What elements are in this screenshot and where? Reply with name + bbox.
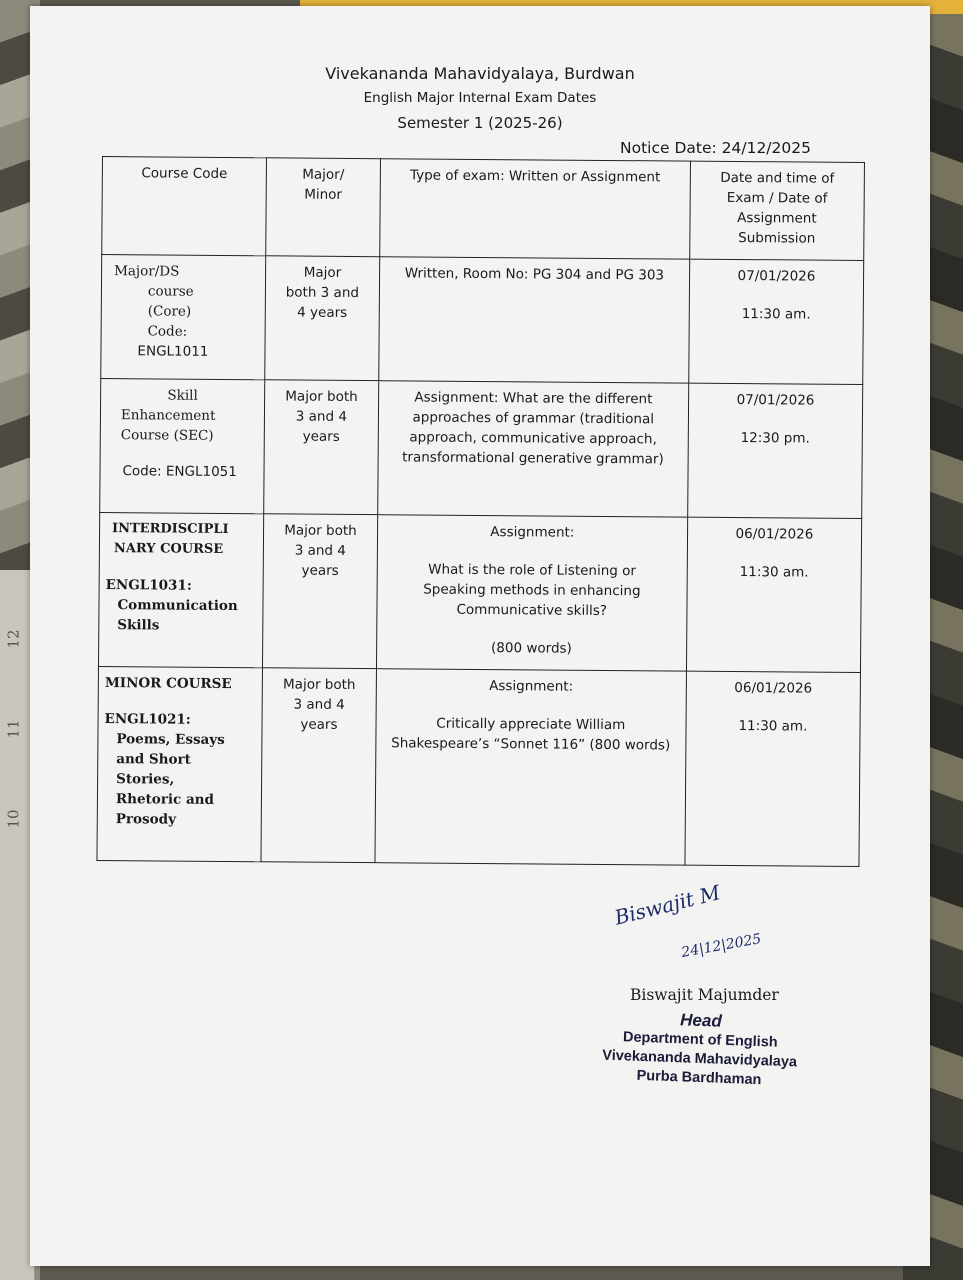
notice-date: Notice Date: 24/12/2025	[620, 139, 811, 157]
ruler-mark: 12	[4, 629, 23, 649]
major-minor-cell: Major both 3 and 4 years	[265, 256, 380, 381]
exam-type-cell: Assignment: What is the role of Listening or Speaking methods in enhancing Communicative skills? (800 words)	[376, 515, 687, 671]
header-date-time: Date and time of Exam / Date of Assignment Submission	[690, 161, 865, 260]
stamp-location: Purba Bardhaman	[636, 1067, 762, 1089]
header-course-code: Course Code	[102, 157, 267, 256]
major-minor-cell: Major both 3 and 4 years	[263, 514, 378, 669]
college-title: Vivekananda Mahavidyalaya, Burdwan	[325, 64, 635, 83]
course-cell: INTERDISCIPLI NARY COURSE ENGL1031: Communication Skills	[98, 512, 263, 667]
signatory-name: Biswajit Majumder	[630, 986, 779, 1004]
major-minor-cell: Major both 3 and 4 years	[264, 380, 379, 515]
course-cell: MINOR COURSE ENGL1021: Poems, Essays and Short Stories, Rhetoric and Prosody	[97, 666, 263, 861]
department-stamp	[584, 1007, 817, 1092]
ruler-mark: 10	[4, 809, 23, 829]
notice-paper	[30, 6, 930, 1266]
notice-subtitle: English Major Internal Exam Dates	[363, 90, 597, 106]
date-cell: 07/01/2026 11:30 am.	[689, 259, 864, 384]
exam-schedule-table	[96, 156, 865, 867]
ruler-mark: 11	[4, 719, 23, 739]
date-cell: 06/01/2026 11:30 am.	[685, 671, 861, 866]
header-exam-type: Type of exam: Written or Assignment	[380, 159, 691, 259]
table-header-row	[102, 157, 865, 261]
stamp-college: Vivekananda Mahavidyalaya	[602, 1047, 798, 1071]
signature-date: 24|12|2025	[680, 931, 763, 961]
signature-scrawl: Biswajit M	[612, 880, 723, 930]
header-major-minor: Major/ Minor	[266, 158, 381, 257]
course-cell: Major/DS course (Core) Code: ENGL1011	[101, 255, 266, 380]
semester-label: Semester 1 (2025-26)	[397, 114, 563, 132]
major-minor-cell: Major both 3 and 4 years	[261, 668, 376, 863]
exam-type-cell: Assignment: What are the different approaches of grammar (traditional approach, communicative approach, transformational generative grammar)	[377, 381, 688, 517]
stamp-department: Department of English	[622, 1029, 778, 1051]
exam-type-cell: Written, Room No: PG 304 and PG 303	[379, 257, 690, 383]
table-row	[98, 512, 861, 672]
stamp-title: Head	[679, 1010, 723, 1031]
handwritten-signature	[612, 880, 763, 961]
date-cell: 06/01/2026 11:30 am.	[686, 517, 861, 672]
exam-type-cell: Assignment: Critically appreciate William Shakespeare’s “Sonnet 116” (800 words)	[375, 669, 687, 865]
course-cell: Skill Enhancement Course (SEC) Code: ENGL1051	[100, 378, 265, 513]
table-row	[97, 666, 861, 866]
date-cell: 07/01/2026 12:30 pm.	[688, 383, 863, 518]
table-row	[100, 378, 863, 518]
table-row	[101, 255, 864, 385]
